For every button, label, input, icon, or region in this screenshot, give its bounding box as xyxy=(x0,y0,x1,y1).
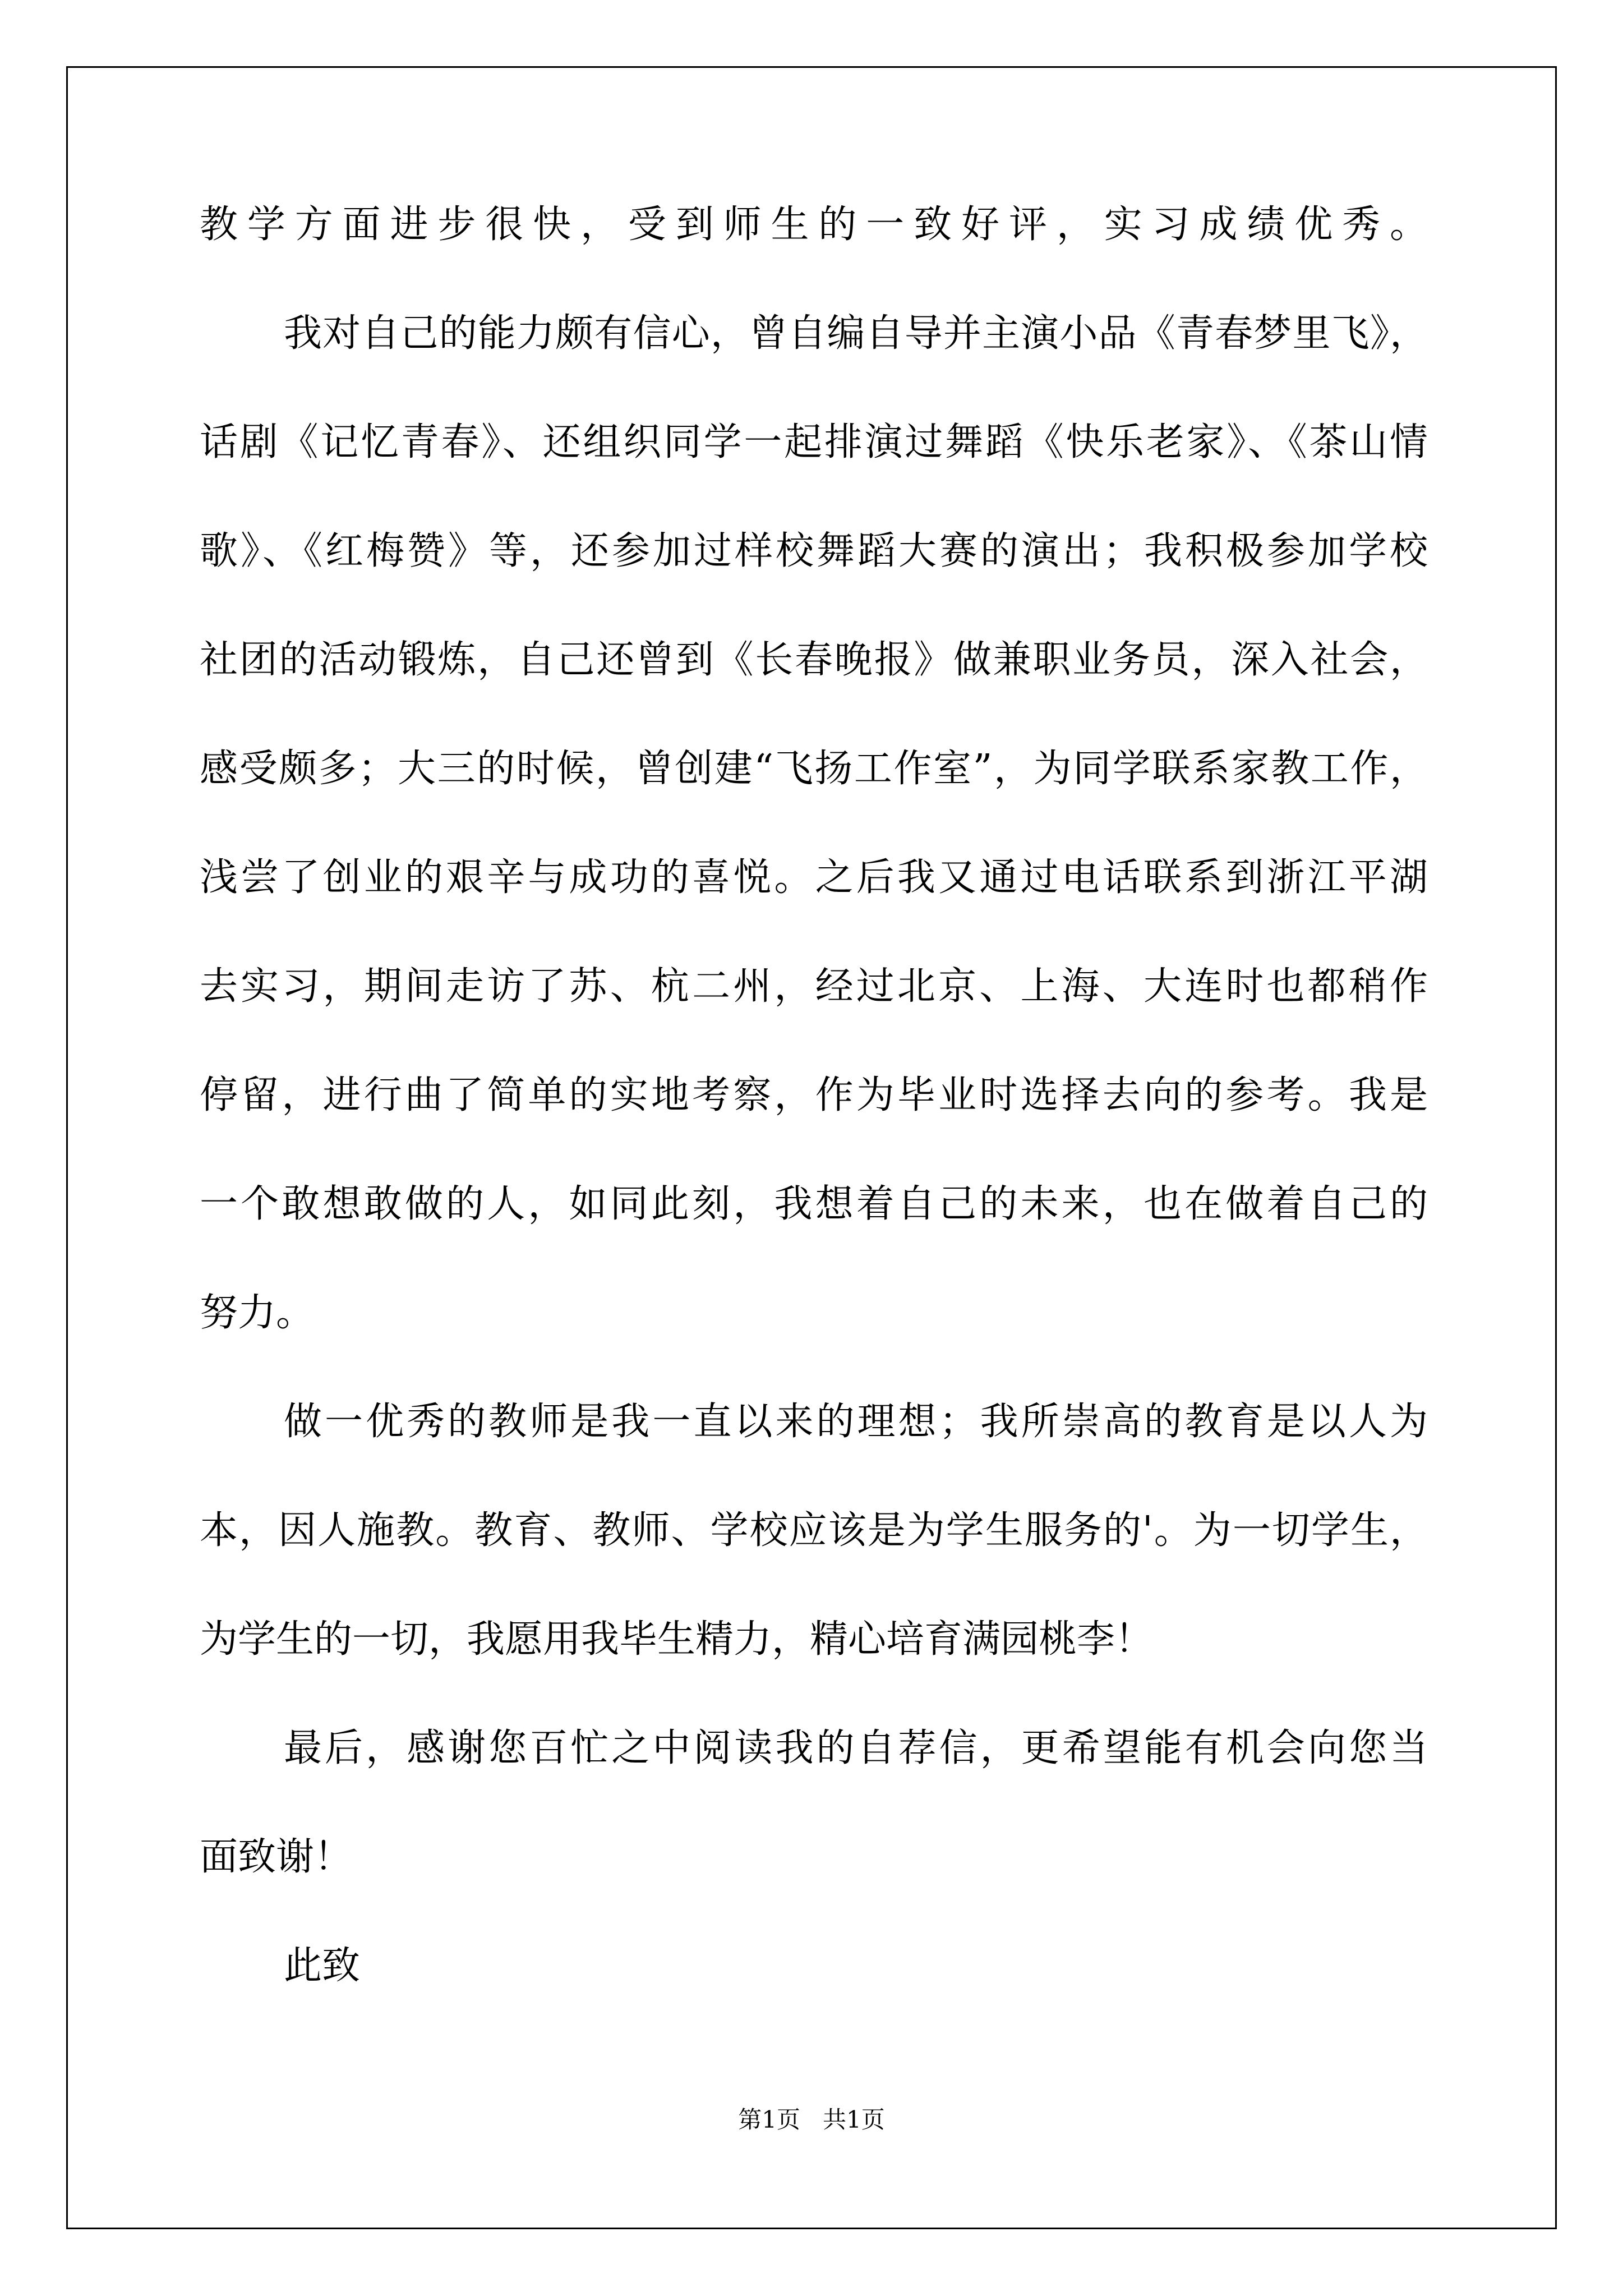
text-line: 社团的活动锻炼，自己还曾到《长春晚报》做兼职业务员，深入社会， xyxy=(200,638,1428,682)
text-line: 面致谢！ xyxy=(200,1835,353,1879)
text-line: 努力。 xyxy=(200,1291,315,1335)
text-line: 歌》、《红梅赞》等，还参加过样校舞蹈大赛的演出；我积极参加学校 xyxy=(200,529,1428,573)
text-line: 教学方面进步很快，受到师生的一致好评，实习成绩优秀。 xyxy=(200,203,1428,247)
text-line: 最后，感谢您百忙之中阅读我的自荐信，更希望能有机会向您当 xyxy=(284,1726,1428,1770)
text-line: 感受颇多；大三的时候，曾创建“飞扬工作室”，为同学联系家教工作， xyxy=(200,747,1428,791)
text-line: 浅尝了创业的艰辛与成功的喜悦。之后我又通过电话联系到浙江平湖 xyxy=(200,855,1428,900)
text-line: 为学生的一切，我愿用我毕生精力，精心培育满园桃李！ xyxy=(200,1617,1154,1662)
page-border xyxy=(66,66,1557,2229)
text-line: 话剧《记忆青春》、还组织同学一起排演过舞蹈《快乐老家》、《茶山情 xyxy=(200,420,1428,464)
text-line: 此致 xyxy=(284,1944,361,1988)
text-line: 我对自己的能力颇有信心，曾自编自导并主演小品《青春梦里飞》， xyxy=(284,311,1428,356)
text-line: 停留，进行曲了简单的实地考察，作为毕业时选择去向的参考。我是 xyxy=(200,1073,1428,1117)
text-line: 做一优秀的教师是我一直以来的理想；我所崇高的教育是以人为 xyxy=(284,1400,1428,1444)
text-line: 本，因人施教。教育、教师、学校应该是为学生服务的'。为一切学生， xyxy=(200,1508,1428,1553)
page-number-footer: 第1页 共1页 xyxy=(738,2106,885,2133)
text-line: 一个敢想敢做的人，如同此刻，我想着自己的未来，也在做着自己的 xyxy=(200,1182,1428,1226)
text-line: 去实习，期间走访了苏、杭二州，经过北京、上海、大连时也都稍作 xyxy=(200,964,1428,1009)
